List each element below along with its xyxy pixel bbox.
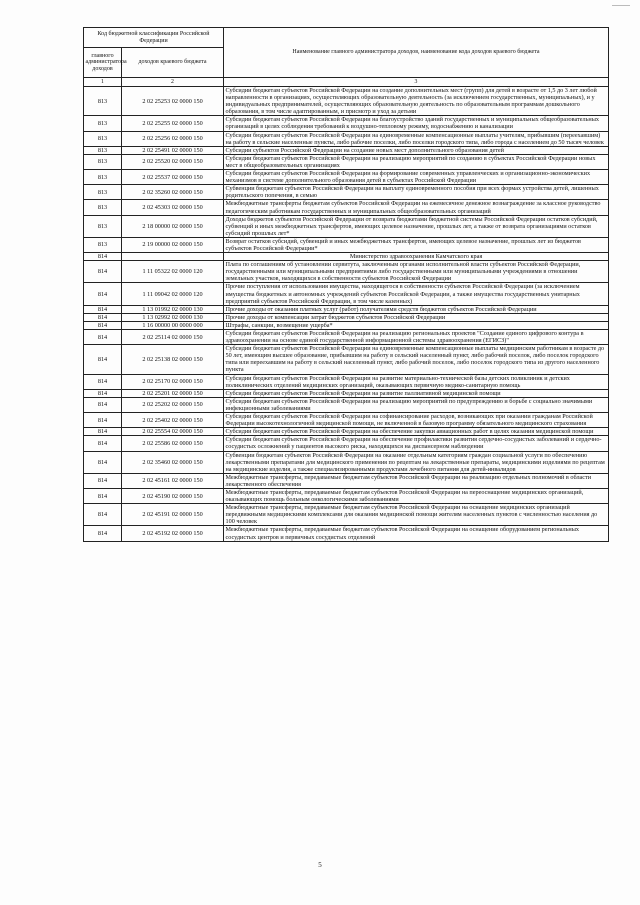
admin-code-cell: 814 (84, 504, 122, 526)
income-name-cell: Субсидии бюджетам субъектов Российской Федерации на формирование современных управленческих и организационно-экономических механизмов в системе дополнительного образования детей в субъектах Российской Федерации (224, 170, 609, 185)
admin-code-cell: 814 (84, 321, 122, 329)
income-name-cell: Штрафы, санкции, возмещение ущерба* (224, 321, 609, 329)
income-name-cell: Субсидии бюджетам субъектов Российской Федерации на софинансирование расходов, возникающих при оказании гражданам Российской Федерации высокотехнологичной медицинской помощи, не включенной в базовую программу обязательного медицинского страхования (224, 413, 609, 428)
income-code-cell: 2 02 35460 02 0000 150 (122, 451, 224, 473)
page-number: 5 (318, 861, 322, 869)
admin-code-cell: 814 (84, 253, 122, 261)
table-row (84, 261, 609, 283)
table-row (84, 154, 609, 169)
admin-code-cell: 813 (84, 170, 122, 185)
column-number: 1 (84, 78, 122, 87)
income-code-cell: 2 02 25402 02 0000 150 (122, 413, 224, 428)
admin-code-cell: 814 (84, 374, 122, 389)
table-row (84, 185, 609, 200)
table-row (84, 321, 609, 329)
scan-edge-mark (612, 5, 630, 6)
income-name-cell: Прочие доходы от компенсации затрат бюджетов субъектов Российской Федерации (224, 313, 609, 321)
income-code-cell: 2 02 25138 02 0000 150 (122, 345, 224, 374)
income-name-cell: Субсидии бюджетам субъектов Российской Федерации на благоустройство зданий государственных и муниципальных общеобразовательных организаций в целях соблюдения требований к воздушно-тепловому режиму, водоснабжению и канализации (224, 116, 609, 131)
section-row (84, 253, 609, 261)
table-row (84, 413, 609, 428)
income-code-cell: 2 02 45303 02 0000 150 (122, 200, 224, 215)
column-number: 2 (122, 78, 224, 87)
table-row (84, 397, 609, 412)
income-code-cell: 2 02 35260 02 0000 150 (122, 185, 224, 200)
income-code-cell: 2 02 25491 02 0000 150 (122, 146, 224, 154)
income-name-cell: Субсидии бюджетам субъектов Российской Федерации на реализацию мероприятий по созданию в субъектах Российской Федерации новых мест в общеобразовательных организациях (224, 154, 609, 169)
admin-code-cell: 814 (84, 261, 122, 283)
table-row (84, 146, 609, 154)
name-header: Наименование главного администратора доходов, наименование кода доходов краевого бюджета (224, 28, 609, 78)
income-code-cell: 2 02 45190 02 0000 150 (122, 488, 224, 503)
income-code-cell: 1 13 02992 02 0000 130 (122, 313, 224, 321)
table-row (84, 374, 609, 389)
admin-code-cell: 813 (84, 185, 122, 200)
income-code-cell: 2 18 00000 02 0000 150 (122, 215, 224, 237)
income-name-cell: Субвенции бюджетам субъектов Российской Федерации на оказание отдельным категориям граждан социальной услуги по обеспечению лекарственными препаратами для медицинского применения по рецептам на лекарственные препараты, медицинскими изделиями по рецептам на медицинские изделия, а также специализированными продуктами лечебного питания для детей-инвалидов (224, 451, 609, 473)
income-code-cell: 2 19 00000 02 0000 150 (122, 237, 224, 252)
table-row (84, 87, 609, 116)
admin-code-cell: 814 (84, 451, 122, 473)
income-name-cell: Субсидии бюджетам субъектов Российской Федерации на реализацию региональных проектов "Создание единого цифрового контура в здравоохранении на основе единой государственной информационной системы здравоохранения (ЕГИСЗ)" (224, 330, 609, 345)
income-code-header: доходов краевого бюджета (122, 48, 224, 78)
admin-code-cell: 814 (84, 305, 122, 313)
income-name-cell: Межбюджетные трансферты бюджетам субъектов Российской Федерации на ежемесячное денежное вознаграждение за классное руководство педагогическим работникам государственных и муниципальных общеобразовательных организаций (224, 200, 609, 215)
income-name-cell: Доходы бюджетов субъектов Российской Федерации от возврата бюджетами бюджетной системы Российской Федерации остатков субсидий, субвенций и иных межбюджетных трансфертов, имеющих целевое назначение, прошлых лет, а также от возврата организациями остатков субсидий прошлых лет* (224, 215, 609, 237)
table-row (84, 313, 609, 321)
table-row (84, 131, 609, 146)
table-row (84, 170, 609, 185)
table-row (84, 504, 609, 526)
income-name-cell: Субсидии бюджетам субъектов Российской Федерации на создание дополнительных мест (групп) для детей в возрасте от 1,5 до 3 лет любой направленности в организациях, осуществляющих образовательную деятельность (за исключением государственных, муниципальных), и у индивидуальных предпринимателей, осуществляющих образовательную деятельность по образовательным программам дошкольного образования, в том числе адаптированным, и присмотр и уход за детьми (224, 87, 609, 116)
admin-code-cell: 814 (84, 473, 122, 488)
admin-code-cell: 813 (84, 237, 122, 252)
admin-code-cell: 814 (84, 330, 122, 345)
admin-code-cell: 813 (84, 146, 122, 154)
income-name-cell: Субсидии бюджетам субъектов Российской Федерации на развитие материально-технической базы детских поликлиник и детских поликлинических отделений медицинских организаций, оказывающих первичную медико-санитарную помощь (224, 374, 609, 389)
column-number: 3 (224, 78, 609, 87)
income-name-cell: Субсидии бюджетам субъектов Российской Федерации на единовременные компенсационные выплаты учителям, прибывшим (переехавшим) на работу в сельские населенные пункты, либо рабочие поселки, либо поселки городского типа, либо города с населением до 50 тысяч человек (224, 131, 609, 146)
income-name-cell: Плата по соглашениям об установлении сервитута, заключенным органами исполнительной власти субъектов Российской Федерации, государственными или муниципальными предприятиями либо государственными или муниципальными учреждениями в отношении земельных участков, находящихся в собственности субъектов Российской Федерации (224, 261, 609, 283)
admin-code-cell: 814 (84, 526, 122, 541)
table-row (84, 345, 609, 374)
income-name-cell: Субсидии бюджетам субъектов Российской Федерации на обеспечение профилактики развития сердечно-сосудистых заболеваний и сердечно-сосудистых осложнений у пациентов высокого риска, находящихся на диспансерном наблюдении (224, 436, 609, 451)
income-code-cell: 1 13 01992 02 0000 130 (122, 305, 224, 313)
income-code-cell: 1 11 05322 02 0000 120 (122, 261, 224, 283)
income-code-cell: 2 02 25255 02 0000 150 (122, 116, 224, 131)
income-code-cell: 2 02 25253 02 0000 150 (122, 87, 224, 116)
table-row (84, 283, 609, 305)
income-code-cell: 2 02 25114 02 0000 150 (122, 330, 224, 345)
table-row (84, 428, 609, 436)
budget-revenue-table (83, 27, 609, 542)
income-name-cell: Межбюджетные трансферты, передаваемые бюджетам субъектов Российской Федерации на реализацию отдельных полномочий в области лекарственного обеспечения (224, 473, 609, 488)
income-code-cell: 2 02 25256 02 0000 150 (122, 131, 224, 146)
income-code-cell: 2 02 25202 02 0000 150 (122, 397, 224, 412)
income-name-cell: Межбюджетные трансферты, передаваемые бюджетам субъектов Российской Федерации на оснащение оборудованием региональных сосудистых центров и первичных сосудистых отделений (224, 526, 609, 541)
income-name-cell: Субсидии бюджетам субъектов Российской Федерации на единовременные компенсационные выплаты медицинским работникам в возрасте до 50 лет, имеющим высшее образование, прибывшим на работу в сельский населенный пункт, либо рабочий поселок, либо поселок городского типа или переехавшим на работу в сельский населенный пункт, либо рабочий поселок, либо поселок городского типа из другого населенного пункта (224, 345, 609, 374)
table-row (84, 237, 609, 252)
table-row (84, 526, 609, 541)
income-name-cell: Субсидии субъектов Российской Федерации на создание новых мест дополнительного образования детей (224, 146, 609, 154)
income-code-cell: 2 02 45192 02 0000 150 (122, 526, 224, 541)
admin-code-cell: 814 (84, 283, 122, 305)
income-code-cell (122, 253, 224, 261)
table-row (84, 473, 609, 488)
income-name-cell: Министерство здравоохранения Камчатского края (224, 253, 609, 261)
table-row (84, 330, 609, 345)
income-code-cell: 2 02 45161 02 0000 150 (122, 473, 224, 488)
income-code-cell: 2 02 25537 02 0000 150 (122, 170, 224, 185)
admin-code-cell: 814 (84, 428, 122, 436)
income-name-cell: Межбюджетные трансферты, передаваемые бюджетам субъектов Российской Федерации на переоснащение медицинских организаций, оказывающих помощь больным онкологическими заболеваниями (224, 488, 609, 503)
income-code-cell: 2 02 25554 02 0000 150 (122, 428, 224, 436)
income-code-cell: 2 02 25520 02 0000 150 (122, 154, 224, 169)
admin-code-cell: 814 (84, 313, 122, 321)
admin-code-cell: 814 (84, 397, 122, 412)
table-row (84, 488, 609, 503)
admin-code-cell: 814 (84, 488, 122, 503)
income-name-cell: Субсидии бюджетам субъектов Российской Федерации на развитие паллиативной медицинской помощи (224, 389, 609, 397)
table-row (84, 305, 609, 313)
admin-code-cell: 814 (84, 413, 122, 428)
table-row (84, 215, 609, 237)
admin-code-cell: 814 (84, 436, 122, 451)
admin-code-cell: 814 (84, 389, 122, 397)
admin-code-cell: 813 (84, 154, 122, 169)
income-name-cell: Субсидии бюджетам субъектов Российской Федерации на реализацию мероприятий по предупреждению и борьбе с социально значимыми инфекционными заболеваниями (224, 397, 609, 412)
table-row (84, 200, 609, 215)
income-code-cell: 1 11 09042 02 0000 120 (122, 283, 224, 305)
income-name-cell: Субсидии бюджетам субъектов Российской Федерации на обеспечение закупки авиационных работ в целях оказания медицинской помощи (224, 428, 609, 436)
income-code-cell: 1 16 00000 00 0000 000 (122, 321, 224, 329)
income-name-cell: Межбюджетные трансферты, передаваемые бюджетам субъектов Российской Федерации на оснащение медицинских организаций передвижными медицинскими комплексами для оказания медицинской помощи жителям населенных пунктов с численностью населения до 100 человек (224, 504, 609, 526)
admin-code-cell: 813 (84, 215, 122, 237)
income-code-cell: 2 02 45191 02 0000 150 (122, 504, 224, 526)
table-row (84, 389, 609, 397)
admin-code-cell: 813 (84, 116, 122, 131)
table-row (84, 436, 609, 451)
classification-header: Код бюджетной классификации Российской Федерации (84, 28, 224, 48)
admin-code-cell: 813 (84, 200, 122, 215)
income-name-cell: Возврат остатков субсидий, субвенций и иных межбюджетных трансфертов, имеющих целевое назначение, прошлых лет из бюджетов субъектов Российской Федерации* (224, 237, 609, 252)
income-name-cell: Прочие поступления от использования имущества, находящегося в собственности субъектов Российской Федерации (за исключением имущества бюджетных и автономных учреждений субъектов Российской Федерации, а также имущества государственных унитарных предприятий субъектов Российской Федерации, в том числе казенных) (224, 283, 609, 305)
income-name-cell: Прочие доходы от оказания платных услуг (работ) получателями средств бюджетов субъектов Российской Федерации (224, 305, 609, 313)
admin-code-cell: 813 (84, 131, 122, 146)
income-code-cell: 2 02 25586 02 0000 150 (122, 436, 224, 451)
income-code-cell: 2 02 25201 02 0000 150 (122, 389, 224, 397)
table-row (84, 116, 609, 131)
table-row (84, 451, 609, 473)
admin-code-cell: 814 (84, 345, 122, 374)
income-code-cell: 2 02 25170 02 0000 150 (122, 374, 224, 389)
income-name-cell: Субвенции бюджетам субъектов Российской Федерации на выплату единовременного пособия при всех формах устройства детей, лишенных родительского попечения, в семью (224, 185, 609, 200)
admin-header: главного администратора доходов (84, 48, 122, 78)
table-body (84, 87, 609, 542)
admin-code-cell: 813 (84, 87, 122, 116)
